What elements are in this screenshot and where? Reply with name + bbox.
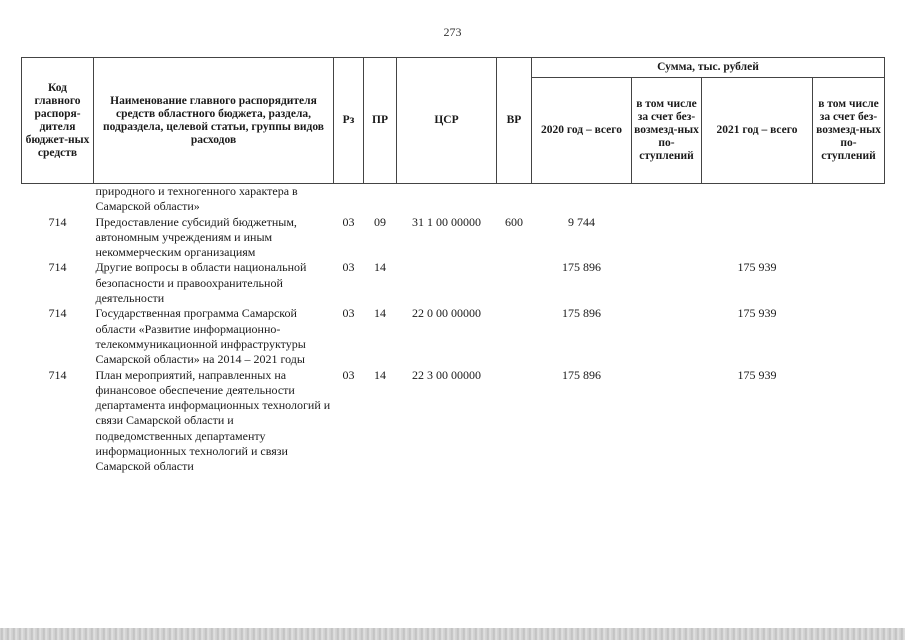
header-2020-free: в том числе за счет без-возмезд-ных по-ступлений [632, 78, 702, 184]
cell-2020-free [632, 260, 702, 306]
cell-rz: 03 [342, 367, 355, 382]
table-header [22, 58, 885, 184]
cell-rz: 03 [342, 306, 355, 321]
cell-2020-free [632, 215, 702, 261]
budget-table [21, 57, 885, 475]
cell-csr [397, 260, 497, 306]
table-row [22, 184, 885, 215]
cell-2021-total [702, 184, 813, 215]
table-body [22, 184, 885, 475]
cell-vr [497, 260, 532, 306]
header-2020-total: 2020 год – всего [532, 78, 632, 184]
cell-code: 714 [48, 214, 67, 229]
cell-code: 714 [48, 306, 67, 321]
cell-2021-free [813, 215, 885, 261]
cell-2020-free [632, 184, 702, 215]
cell-name: Государственная программа Самарской области «Развитие информационно-телекоммуникационной инфраструктуры Самарской области» на 2014 – 2021 годы [95, 306, 306, 367]
cell-vr [497, 184, 532, 215]
cell-vr [497, 368, 532, 475]
table-row [22, 215, 885, 261]
table-row [22, 306, 885, 367]
cell-2021-free [813, 184, 885, 215]
cell-pr [364, 184, 397, 215]
cell-2020-free [632, 368, 702, 475]
header-csr: ЦСР [397, 58, 497, 184]
cell-vr [497, 306, 532, 367]
header-vr: ВР [497, 58, 532, 184]
table-row [22, 260, 885, 306]
cell-name: природного и техногенного характера в Самарской области» [95, 184, 298, 214]
cell-2020-total: 175 896 [562, 367, 601, 382]
cell-pr: 14 [374, 367, 386, 382]
cell-csr: 31 1 00 00000 [412, 214, 481, 229]
header-pr: ПР [364, 58, 397, 184]
cell-2021-free [813, 368, 885, 475]
cell-pr: 14 [374, 306, 386, 321]
header-2021-total: 2021 год – всего [702, 78, 813, 184]
cell-rz: 03 [342, 260, 355, 275]
cell-rz [334, 184, 364, 215]
header-2021-free: в том числе за счет без-возмезд-ных по-ступлений [813, 78, 885, 184]
cell-2020-free [632, 306, 702, 367]
cell-code: 714 [48, 260, 67, 275]
cell-2021-free [813, 306, 885, 367]
cell-2021-total: 175 939 [737, 260, 777, 275]
scan-edge [0, 628, 905, 640]
cell-2020-total: 175 896 [562, 260, 601, 275]
cell-2021-free [813, 260, 885, 306]
cell-2020-total [532, 184, 632, 215]
table-row [22, 368, 885, 475]
cell-rz: 03 [342, 214, 355, 229]
cell-csr: 22 0 00 00000 [412, 306, 481, 321]
header-sum: Сумма, тыс. рублей [532, 58, 885, 78]
cell-name: План мероприятий, направленных на финансовое обеспечение деятельности департамента информационных технологий и связи Самарской области и подведомственных департаменту информационных технологий и связи Самарской области [95, 367, 331, 474]
cell-2020-total: 175 896 [562, 306, 601, 321]
cell-csr: 22 3 00 00000 [412, 367, 481, 382]
cell-name: Другие вопросы в области национальной безопасности и правоохранительной деятельности [95, 260, 307, 306]
cell-2021-total [702, 215, 813, 261]
page-number: 273 [443, 25, 462, 39]
cell-vr: 600 [505, 214, 523, 229]
header-rz: Рз [334, 58, 364, 184]
header-name: Наименование главного распорядителя средств областного бюджета, раздела, подраздела, целевой статьи, группы видов расходов [94, 58, 334, 184]
cell-csr [397, 184, 497, 215]
header-code: Код главного распоря-дителя бюджет-ных средств [22, 58, 94, 184]
cell-pr: 09 [374, 214, 386, 229]
cell-code: 714 [48, 367, 67, 382]
cell-2021-total: 175 939 [737, 367, 777, 382]
cell-2021-total: 175 939 [737, 306, 777, 321]
cell-code [22, 184, 94, 215]
cell-name: Предоставление субсидий бюджетным, автономным учреждениям и иным некоммерческим организациям [95, 214, 297, 260]
cell-2020-total: 9 744 [568, 214, 595, 229]
cell-pr: 14 [374, 260, 386, 275]
